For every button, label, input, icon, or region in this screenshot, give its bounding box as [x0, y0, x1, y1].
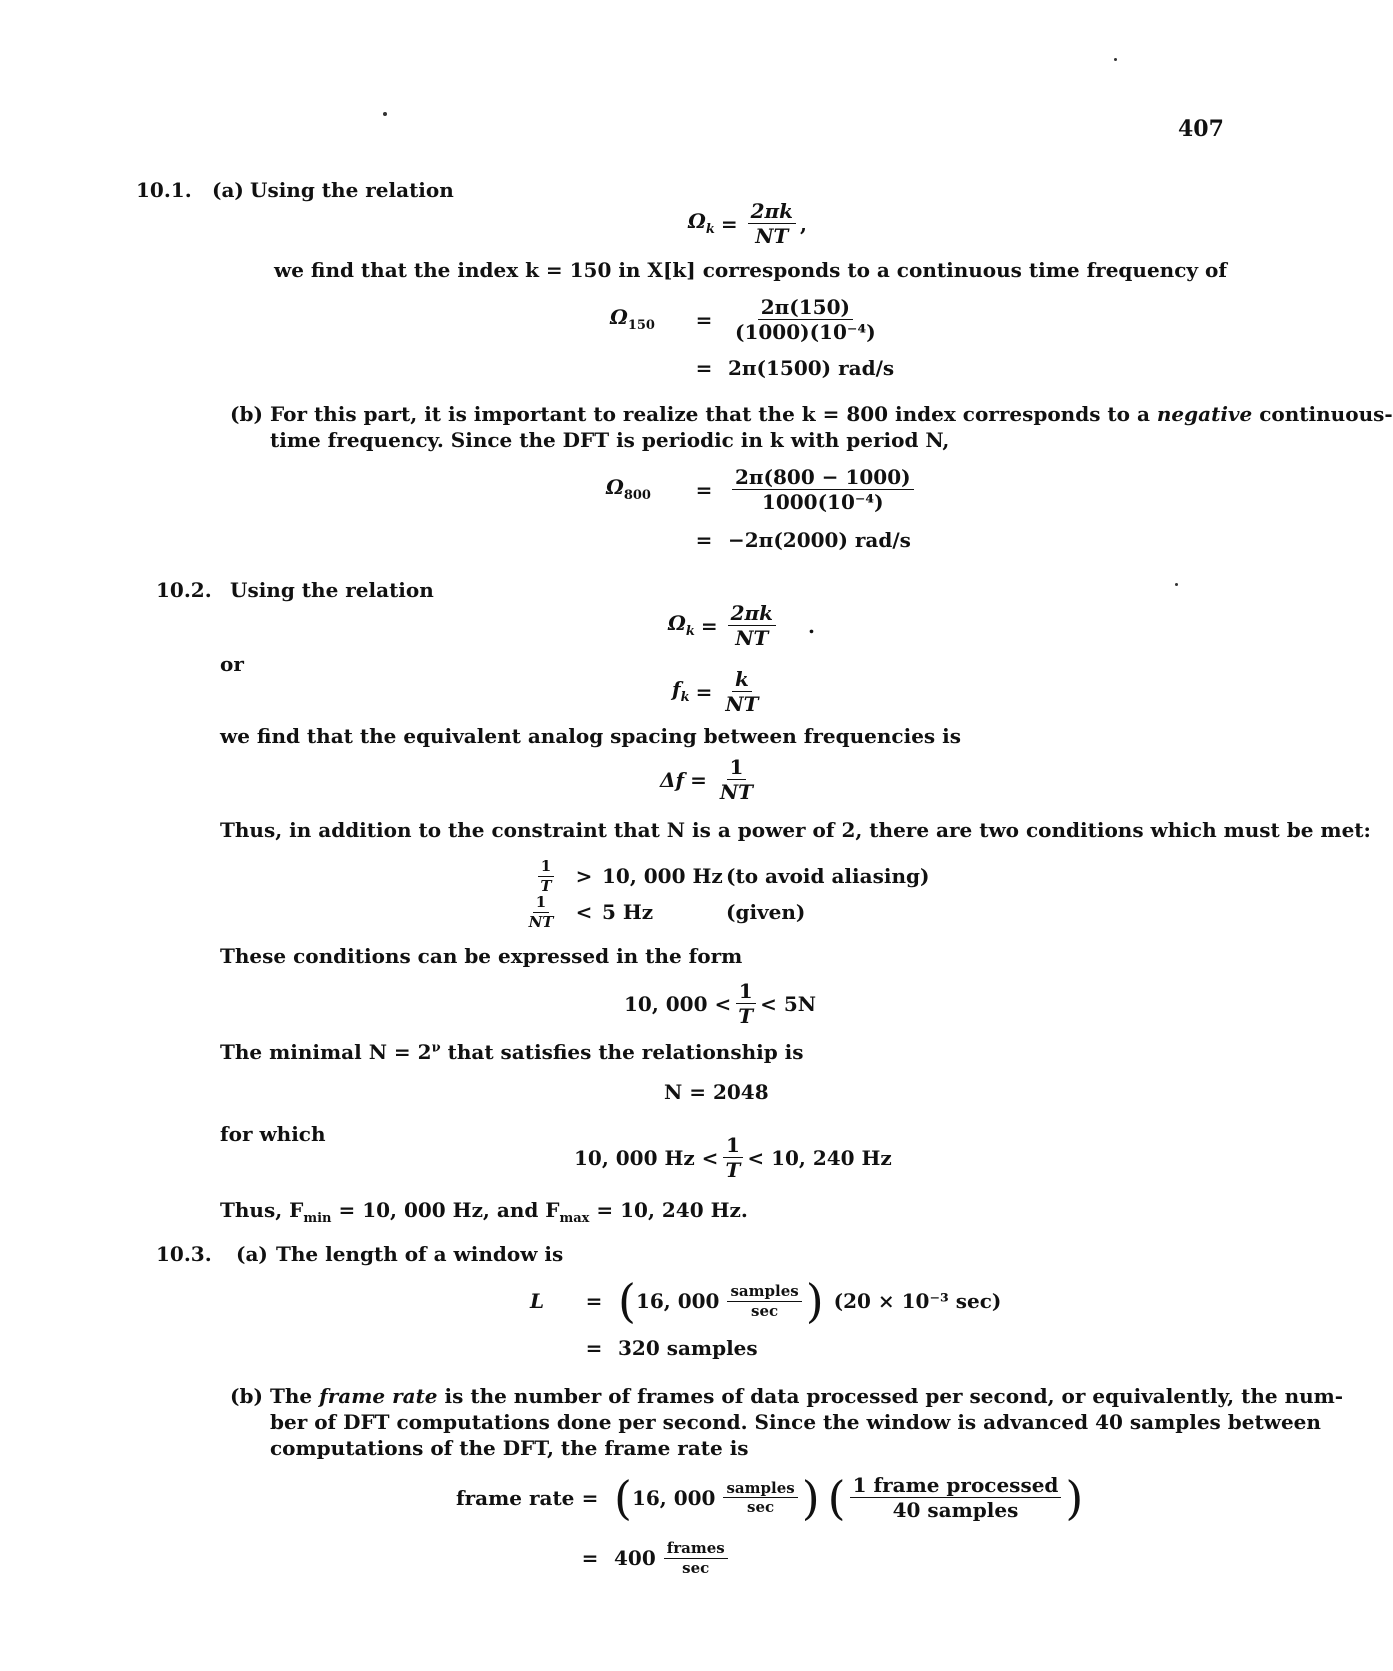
eq-omega-k-relation-2: [668, 602, 815, 649]
numerator: 2π(800 − 1000): [732, 466, 914, 490]
problem-10-3-part-a-label: (a): [236, 1242, 268, 1266]
eq-n-2048: N = 2048: [664, 1080, 769, 1104]
problem-10-3-part-b-text-3: computations of the DFT, the frame rate is: [270, 1436, 749, 1460]
problem-10-1-part-b-text-1: For this part, it is important to realize that the k = 800 index corresponds to a negative continuous-: [270, 402, 1393, 426]
fraction: [530, 858, 562, 894]
eq-omega-150: [610, 296, 883, 343]
numerator: 1: [723, 1134, 743, 1158]
scan-speck: [1114, 58, 1117, 61]
eq-operator: =: [695, 477, 713, 502]
fraction: [520, 894, 562, 930]
problem-10-3-part-b-text-1: The frame rate is the number of frames of data processed per second, or equivalently, the num-: [270, 1384, 1344, 1408]
eq-omega-800: [606, 466, 918, 513]
eq-tail: ,: [800, 211, 807, 236]
scan-speck: [383, 112, 387, 116]
fraction: [727, 1283, 801, 1319]
denominator: 1000(10⁻⁴): [761, 490, 884, 514]
numerator: 1: [538, 858, 554, 877]
eq-lhs: Δf: [660, 767, 685, 792]
eq-lhs: L: [530, 1289, 545, 1313]
problem-10-1-part-b-text-2: time frequency. Since the DFT is periodic in k with period N,: [270, 428, 950, 452]
eq-operator: =: [695, 679, 713, 704]
fraction: [722, 668, 761, 715]
numerator: 2πk: [748, 200, 796, 224]
numerator: 1: [727, 756, 747, 780]
condition-1: [526, 858, 929, 894]
fraction: [723, 1480, 797, 1516]
problem-10-2-intro: Using the relation: [230, 578, 434, 602]
eq-inequality-2: [574, 1134, 892, 1181]
denominator: sec: [747, 1498, 775, 1516]
denominator: 40 samples: [892, 1498, 1019, 1522]
denominator: NT: [735, 626, 769, 650]
numerator: samples: [727, 1283, 801, 1302]
denominator: NT: [755, 224, 789, 248]
problem-10-2-label: 10.2.: [156, 578, 212, 602]
scan-speck: [1175, 583, 1178, 586]
fraction: [722, 1134, 743, 1181]
problem-10-2-text-3: These conditions can be expressed in the form: [220, 944, 743, 968]
problem-10-2-text-2: Thus, in addition to the constraint that N is a power of 2, there are two conditions which must be met:: [220, 818, 1371, 842]
fraction: [728, 602, 776, 649]
problem-10-1-part-a-label: (a): [212, 178, 244, 202]
numerator: frames: [664, 1540, 728, 1559]
denominator: T: [738, 1004, 754, 1028]
eq-lhs: $f_k$: [672, 677, 690, 706]
problem-10-1-label: 10.1.: [136, 178, 192, 202]
left-paren: (: [827, 1470, 846, 1525]
eq-left: 10, 000 <: [624, 991, 732, 1016]
condition-operator: >: [575, 864, 593, 888]
eq-lhs: $\Omega_k$: [688, 209, 715, 238]
eq-operator: =: [581, 1485, 599, 1510]
numerator: 1: [533, 894, 549, 913]
fraction: [732, 466, 914, 513]
eq-coefficient: 400: [614, 1546, 656, 1570]
problem-10-1-part-b-label: (b): [230, 402, 263, 426]
denominator: NT: [528, 912, 554, 931]
condition-value: 10, 000 Hz: [602, 864, 723, 888]
condition-operator: <: [575, 900, 593, 924]
eq-window-length: [530, 1274, 1002, 1328]
eq-tail: .: [808, 613, 815, 638]
eq-operator: =: [700, 613, 718, 638]
numerator: 1 frame processed: [850, 1474, 1062, 1498]
eq-operator: =: [585, 1289, 603, 1313]
eq-right: < 10, 240 Hz: [747, 1145, 892, 1170]
denominator: (1000)(10⁻⁴): [735, 320, 876, 344]
eq-omega-150-result: = 2π(1500) rad/s: [695, 356, 895, 380]
problem-10-1-part-a-intro: Using the relation: [250, 178, 454, 202]
problem-10-3-part-b-label: (b): [230, 1384, 263, 1408]
fraction: [735, 980, 756, 1027]
eq-inequality-1: [624, 980, 816, 1027]
eq-lhs: $\Omega_{150}$: [610, 305, 655, 334]
eq-window-length-result: = 320 samples: [585, 1336, 758, 1360]
numerator: 2πk: [728, 602, 776, 626]
condition-note: (given): [726, 900, 806, 924]
problem-10-2-text-4: The minimal $N = 2^\nu$ that satisfies the relationship is: [220, 1040, 804, 1064]
fraction: [717, 756, 756, 803]
right-paren: ): [805, 1274, 824, 1328]
problem-10-3-part-a-text: The length of a window is: [276, 1242, 564, 1266]
eq-frame-rate: [456, 1470, 1084, 1525]
fraction: [850, 1474, 1062, 1521]
problem-10-2-text-5: Thus, $F_{min} = 10$, 000 Hz, and $F_{max} = 10$, 240 Hz.: [220, 1198, 748, 1226]
denominator: T: [725, 1158, 741, 1182]
fraction: [732, 296, 879, 343]
numerator: 2π(150): [758, 296, 853, 320]
eq-coefficient: 16, 000: [631, 1485, 716, 1510]
eq-factor: (20 × 10⁻³ sec): [833, 1289, 1002, 1313]
page-number: 407: [1178, 116, 1224, 142]
eq-operator: =: [581, 1546, 599, 1570]
problem-10-2-text-1: we find that the equivalent analog spacing between frequencies is: [220, 724, 961, 748]
right-paren: ): [801, 1470, 820, 1525]
word-or: or: [220, 652, 244, 676]
eq-frame-rate-result: [566, 1540, 732, 1576]
condition-note: (to avoid aliasing): [726, 864, 930, 888]
eq-omega-k-relation: [688, 200, 807, 247]
problem-10-3-label: 10.3.: [156, 1242, 212, 1266]
eq-delta-f: [660, 756, 760, 803]
denominator: T: [540, 876, 552, 895]
fraction: [664, 1540, 728, 1576]
left-paren: (: [614, 1470, 632, 1525]
numerator: samples: [723, 1480, 797, 1499]
condition-value: 5 Hz: [602, 900, 654, 924]
eq-right: < 5N: [760, 991, 817, 1016]
eq-lhs: $\Omega_{800}$: [606, 475, 651, 504]
eq-operator: =: [690, 767, 707, 792]
word-for-which: for which: [220, 1122, 326, 1146]
left-paren: (: [618, 1274, 636, 1328]
denominator: sec: [751, 1301, 779, 1320]
denominator: sec: [682, 1558, 710, 1577]
numerator: k: [732, 668, 752, 692]
eq-operator: =: [695, 307, 713, 332]
eq-coefficient: 16, 000: [635, 1289, 720, 1313]
eq-operator: =: [720, 211, 738, 236]
fraction: [748, 200, 796, 247]
eq-f-k-relation: [672, 668, 766, 715]
denominator: NT: [725, 692, 759, 716]
eq-lhs: $\Omega_k$: [668, 611, 695, 640]
condition-2: [516, 894, 805, 930]
denominator: NT: [719, 780, 754, 804]
problem-10-3-part-b-text-2: ber of DFT computations done per second. Since the window is advanced 40 samples between: [270, 1410, 1321, 1434]
eq-lhs: frame rate: [456, 1485, 575, 1510]
problem-10-1-text-1: we find that the index k = 150 in X[k] corresponds to a continuous time frequency of: [274, 258, 1227, 282]
right-paren: ): [1065, 1470, 1084, 1525]
eq-omega-800-result: = −2π(2000) rad/s: [695, 528, 911, 552]
numerator: 1: [736, 980, 756, 1004]
eq-left: 10, 000 Hz <: [574, 1145, 719, 1170]
